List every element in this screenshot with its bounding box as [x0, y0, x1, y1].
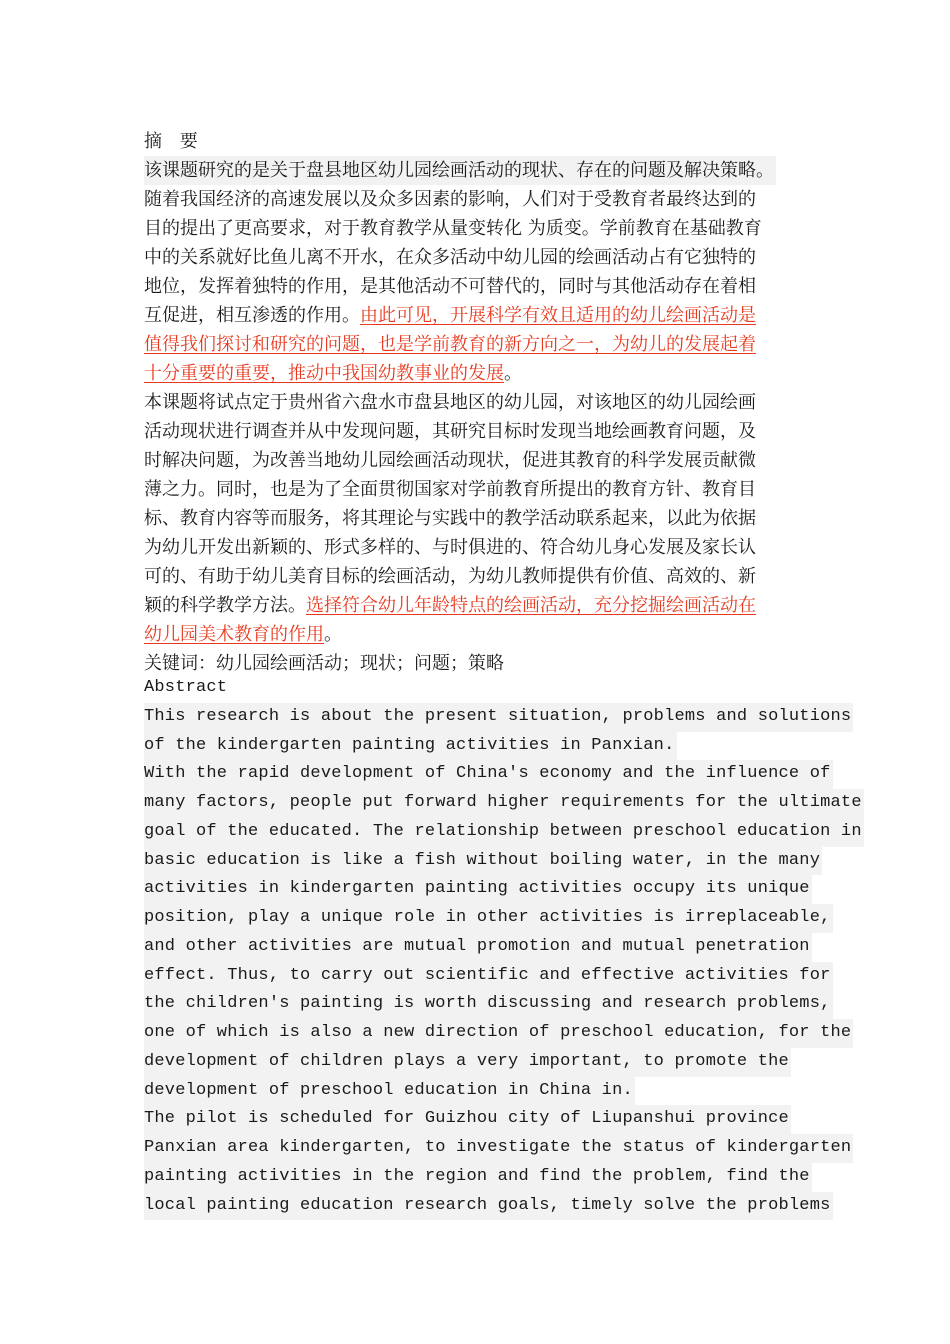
abstract-row-en	[144, 703, 852, 732]
abstract-row-en	[144, 904, 831, 933]
abstract-row-en	[144, 1163, 824, 1192]
abstract-line-en: This research is about the present situation, problems and solutions	[144, 703, 853, 732]
abstract-line-en: effect. Thus, to carry out scientific and effective activities for	[144, 962, 833, 991]
text-segment: 颖的科学教学方法。	[144, 595, 306, 616]
abstract-line-cn	[144, 417, 824, 446]
text-segment: 随着我国经济的高速发展以及众多因素的影响，人们对于受教育者最终达到的	[144, 189, 756, 210]
abstract-line-cn	[144, 330, 824, 359]
abstract-line-en: development of children plays a very important, to promote the	[144, 1048, 791, 1077]
text-segment: 本课题将试点定于贵州省六盘水市盘县地区的幼儿园，对该地区的幼儿园绘画	[144, 392, 756, 413]
abstract-row-en	[144, 818, 862, 847]
abstract-line-cn	[144, 620, 824, 649]
abstract-line-cn	[144, 504, 824, 533]
abstract-row-en	[144, 789, 862, 818]
abstract-line-cn	[144, 359, 824, 388]
abstract-body-cn	[144, 156, 824, 678]
abstract-line-cn	[144, 185, 824, 214]
abstract-line-en: Panxian area kindergarten, to investigate the status of kindergarten	[144, 1134, 853, 1163]
abstract-line-cn	[144, 214, 824, 243]
abstract-line-en: of the kindergarten painting activities in Panxian.	[144, 732, 677, 761]
abstract-line-en: basic education is like a fish without boiling water, in the many	[144, 847, 822, 876]
abstract-row-en	[144, 847, 824, 876]
text-segment: 活动现状进行调查并从中发现问题，其研究目标时发现当地绘画教育问题，及	[144, 421, 756, 442]
abstract-line-cn	[144, 446, 824, 475]
abstract-row-en	[144, 760, 831, 789]
abstract-line-en: local painting education research goals, timely solve the problems	[144, 1192, 833, 1221]
abstract-line-en: With the rapid development of China's economy and the influence of	[144, 760, 833, 789]
text-segment: 可的、有助于幼儿美育目标的绘画活动，为幼儿教师提供有价值、高效的、新	[144, 566, 756, 587]
abstract-heading-cn: 摘 要	[144, 131, 204, 152]
abstract-line-en: the children's painting is worth discussing and research problems,	[144, 990, 833, 1019]
abstract-row-en	[144, 962, 831, 991]
text-segment: 关键词：幼儿园绘画活动；现状；问题；策略	[144, 653, 504, 674]
abstract-row-en	[144, 875, 824, 904]
text-segment: 时解决问题，为改善当地幼儿园绘画活动现状，促进其教育的科学发展贡献微	[144, 450, 756, 471]
abstract-row-en	[144, 1192, 831, 1221]
abstract-line-cn	[144, 533, 824, 562]
abstract-line-en: one of which is also a new direction of preschool education, for the	[144, 1019, 853, 1048]
abstract-body-en	[144, 703, 862, 1221]
abstract-line-cn	[144, 475, 824, 504]
abstract-line-cn	[144, 388, 824, 417]
text-segment: 互促进，相互渗透的作用。	[144, 305, 360, 326]
abstract-line-en: activities in kindergarten painting activities occupy its unique	[144, 875, 812, 904]
abstract-line-en: position, play a unique role in other activities is irreplaceable,	[144, 904, 833, 933]
abstract-line-en: development of preschool education in China in.	[144, 1077, 635, 1106]
abstract-row-en	[144, 1048, 824, 1077]
text-segment: 薄之力。同时，也是为了全面贯彻国家对学前教育所提出的教育方针、教育目	[144, 479, 756, 500]
abstract-line-cn	[144, 562, 824, 591]
abstract-line-cn	[144, 156, 824, 185]
abstract-line-cn	[144, 301, 824, 330]
english-abstract	[144, 674, 862, 1220]
abstract-row-en	[144, 1019, 852, 1048]
abstract-line-cn	[144, 591, 824, 620]
highlighted-text: 选择符合幼儿年龄特点的绘画活动，充分挖掘绘画活动在	[306, 595, 756, 616]
abstract-row-en	[144, 1134, 852, 1163]
highlighted-text: 幼儿园美术教育的作用	[144, 624, 324, 645]
abstract-line-en: and other activities are mutual promotion and mutual penetration	[144, 933, 812, 962]
text-segment: 地位，发挥着独特的作用，是其他活动不可替代的，同时与其他活动存在着相	[144, 276, 756, 297]
highlighted-text: 值得我们探讨和研究的问题，也是学前教育的新方向之一，为幼儿的发展起着	[144, 334, 756, 355]
text-segment: 目的提出了更高要求，对于教育教学从量变转化 为质变。学前教育在基础教育	[144, 218, 762, 239]
abstract-line-en: many factors, people put forward higher requirements for the ultimate	[144, 789, 864, 818]
abstract-line-cn	[144, 243, 824, 272]
text-segment: 标、教育内容等而服务，将其理论与实践中的教学活动联系起来，以此为依据	[144, 508, 756, 529]
abstract-line-cn	[144, 272, 824, 301]
text-segment: 。	[324, 624, 342, 645]
highlighted-text: 由此可见，开展科学有效且适用的幼儿绘画活动是	[360, 305, 756, 326]
abstract-row-en	[144, 1105, 824, 1134]
text-segment: 该课题研究的是关于盘县地区幼儿园绘画活动的现状、存在的问题及解决策略。	[144, 156, 776, 185]
highlighted-text: 十分重要的重要，推动中我国幼教事业的发展	[144, 363, 504, 384]
abstract-row-en	[144, 933, 824, 962]
abstract-heading-en: Abstract	[144, 678, 228, 697]
text-segment: 。	[504, 363, 522, 384]
abstract-row-en	[144, 1077, 824, 1106]
chinese-abstract	[144, 127, 824, 678]
abstract-line-en: The pilot is scheduled for Guizhou city of Liupanshui province	[144, 1105, 791, 1134]
abstract-row-en	[144, 990, 831, 1019]
abstract-row-en	[144, 732, 824, 761]
text-segment: 为幼儿开发出新颖的、形式多样的、与时俱进的、符合幼儿身心发展及家长认	[144, 537, 756, 558]
abstract-line-en: painting activities in the region and find the problem, find the	[144, 1163, 812, 1192]
abstract-line-en: goal of the educated. The relationship between preschool education in	[144, 818, 864, 847]
text-segment: 中的关系就好比鱼儿离不开水，在众多活动中幼儿园的绘画活动占有它独特的	[144, 247, 756, 268]
